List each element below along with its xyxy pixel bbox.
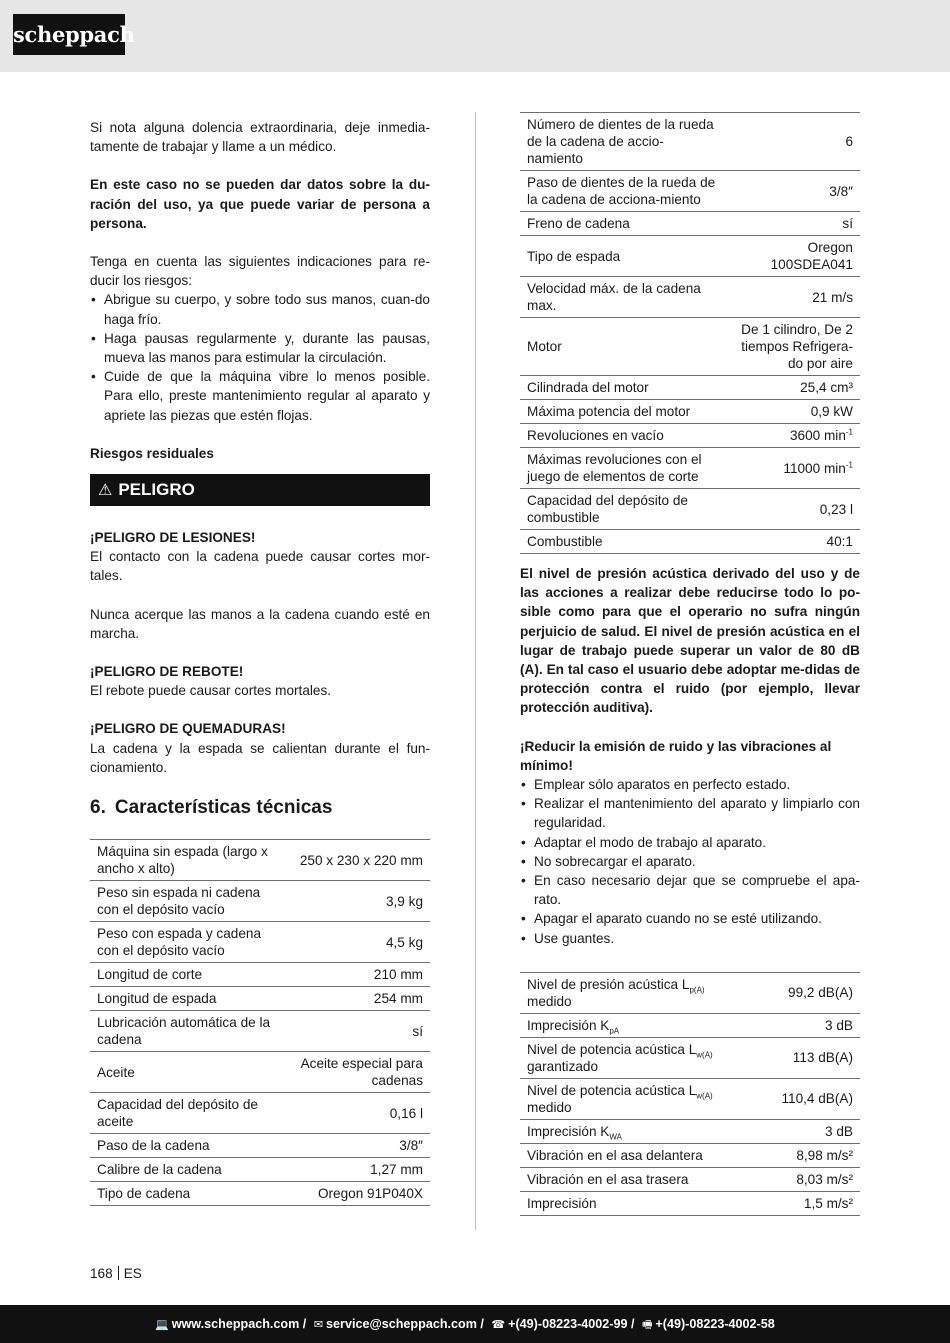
spec-value-text: Oregon 91P040X bbox=[317, 1186, 423, 1202]
noise-label-text: Nivel de presión acústica L bbox=[527, 976, 690, 992]
kickback-heading: ¡PELIGRO DE REBOTE! bbox=[90, 664, 244, 680]
burn-text: La cadena y la espada se calientan durante el fun-cionamiento. bbox=[90, 740, 430, 775]
spec-value-text: 0,23 l bbox=[819, 501, 853, 517]
table-row bbox=[520, 1078, 860, 1119]
computer-icon: 💻 bbox=[155, 1318, 169, 1331]
table-row bbox=[520, 1167, 860, 1191]
table-row bbox=[90, 1134, 430, 1158]
spec-value bbox=[724, 171, 860, 212]
table-row bbox=[520, 376, 860, 400]
page-number-value: 168 bbox=[90, 1266, 113, 1281]
spec-label: Capacidad del depósito de combustible bbox=[520, 489, 724, 530]
noise-label-suffix: medido bbox=[527, 993, 572, 1009]
table-row bbox=[520, 171, 860, 212]
noise-value: 8,98 m/s² bbox=[751, 1143, 860, 1167]
spec-value bbox=[287, 987, 430, 1011]
kickback-text: El rebote puede causar cortes mortales. bbox=[90, 683, 332, 699]
table-row bbox=[520, 448, 860, 489]
spec-value-text: 25,4 cm³ bbox=[800, 380, 853, 395]
noise-label bbox=[520, 972, 751, 1013]
table-row bbox=[520, 489, 860, 530]
spec-value bbox=[724, 400, 860, 424]
table-row bbox=[90, 922, 430, 963]
spec-label: Peso con espada y cadena con el depósito vacío bbox=[90, 922, 287, 963]
table-row bbox=[520, 1013, 860, 1037]
table-row bbox=[90, 881, 430, 922]
reduce-bullet-list bbox=[520, 775, 860, 948]
column-divider bbox=[475, 112, 476, 1230]
noise-label bbox=[520, 1078, 751, 1119]
noise-label bbox=[520, 1167, 751, 1191]
right-column bbox=[520, 112, 860, 1216]
list-item: • Adaptar el modo de trabajo al aparato. bbox=[520, 833, 860, 852]
spec-value bbox=[287, 963, 430, 987]
noise-label-suffix: medido bbox=[527, 1099, 572, 1115]
spec-label: Aceite bbox=[90, 1052, 287, 1093]
spec-label: Velocidad máx. de la cadena max. bbox=[520, 277, 724, 318]
spec-value bbox=[724, 212, 860, 236]
table-row bbox=[520, 277, 860, 318]
paragraph-duration-note: En este caso no se pueden dar datos sobre la du-ración del uso, ya que puede variar de persona a persona. bbox=[90, 177, 430, 231]
spec-value-text: 1,27 mm bbox=[370, 1162, 423, 1178]
spec-label: Máximas revoluciones con el juego de elementos de corte bbox=[520, 448, 724, 489]
spec-label: Tipo de espada bbox=[520, 236, 724, 277]
spec-value-text: sí bbox=[412, 1023, 423, 1039]
spec-value-text: De 1 cilindro, De 2 tiempos Refrigera-do por aire bbox=[741, 322, 853, 371]
list-item: • Haga pausas regularmente y, durante las pausas, mueva las manos para estimular la circulación. bbox=[90, 329, 430, 367]
noise-value: 113 dB(A) bbox=[751, 1037, 860, 1078]
spec-value-text: Oregon 100SDEA041 bbox=[770, 240, 853, 272]
list-item: • En caso necesario dejar que se compruebe el apa-rato. bbox=[520, 871, 860, 909]
spec-value-text: 4,5 kg bbox=[385, 934, 423, 950]
footer-phone: +(49)-08223-4002-99 / bbox=[508, 1317, 635, 1331]
danger-label: PELIGRO bbox=[118, 480, 195, 500]
spec-value-text: 3,9 kg bbox=[385, 893, 423, 909]
danger-banner bbox=[90, 474, 430, 506]
paragraph-complaint: Si nota alguna dolencia extraordinaria, deje inmedia-tamente de trabajar y llame a un médico. bbox=[90, 120, 430, 155]
spec-value bbox=[724, 376, 860, 400]
paragraph-risk-intro: Tenga en cuenta las siguientes indicaciones para re-ducir los riesgos: bbox=[90, 254, 430, 289]
warning-triangle-icon: ⚠ bbox=[98, 480, 113, 500]
table-row bbox=[90, 963, 430, 987]
spec-label: Número de dientes de la rueda de la cadena de accio-namiento bbox=[520, 113, 724, 171]
noise-label bbox=[520, 1013, 751, 1037]
noise-value: 3 dB bbox=[751, 1013, 860, 1037]
fax-icon: 🖷 bbox=[642, 1318, 653, 1331]
page-language: ES bbox=[123, 1266, 142, 1281]
table-row bbox=[520, 972, 860, 1013]
spec-value bbox=[287, 1182, 430, 1206]
list-item: • Use guantes. bbox=[520, 929, 860, 948]
spec-value-text: sí bbox=[842, 216, 853, 231]
section-heading bbox=[90, 797, 430, 819]
spec-value bbox=[287, 1134, 430, 1158]
section-title: Características técnicas bbox=[114, 797, 333, 819]
table-row bbox=[520, 1119, 860, 1143]
risk-bullet-list bbox=[90, 290, 430, 424]
spec-value bbox=[287, 881, 430, 922]
spec-label: Freno de cadena bbox=[520, 212, 724, 236]
spec-value bbox=[287, 1052, 430, 1093]
spec-label: Máquina sin espada (largo x ancho x alto) bbox=[90, 840, 287, 881]
spec-value-text: 3/8″ bbox=[399, 1138, 423, 1154]
noise-label bbox=[520, 1037, 751, 1078]
spec-value-text: 3600 min bbox=[789, 428, 846, 443]
footer-email[interactable]: service@scheppach.com / bbox=[326, 1317, 484, 1331]
spec-value-text: 250 x 230 x 220 mm bbox=[299, 852, 423, 868]
spec-label: Paso de dientes de la rueda de la cadena de acciona-miento bbox=[520, 171, 724, 212]
table-row bbox=[520, 530, 860, 554]
spec-label: Combustible bbox=[520, 530, 724, 554]
table-row bbox=[90, 840, 430, 881]
spec-value-text: 254 mm bbox=[373, 991, 423, 1007]
spec-value bbox=[724, 236, 860, 277]
list-item: • Realizar el mantenimiento del aparato y limpiarlo con regularidad. bbox=[520, 794, 860, 832]
spec-label: Tipo de cadena bbox=[90, 1182, 287, 1206]
noise-label bbox=[520, 1143, 751, 1167]
noise-level-note: El nivel de presión acústica derivado del uso y de las acciones a realizar debe reducirse todo lo po-sible como para que el operario no sufra ningún perjuicio de salud. El nivel de presión acústica en el lugar de trabajo puede superar un valor de 80 dB (A). En tal caso el usuario debe adoptar me-didas de protección contra el ruido (por ejemplo, llevar protección auditiva). bbox=[520, 566, 860, 716]
table-row bbox=[520, 318, 860, 376]
noise-label-text: Vibración en el asa trasera bbox=[527, 1171, 689, 1187]
noise-label-subscript: w(A) bbox=[696, 1091, 713, 1101]
spec-value bbox=[724, 424, 860, 448]
spec-label: Motor bbox=[520, 318, 724, 376]
noise-label-suffix: garantizado bbox=[527, 1058, 599, 1074]
scheppach-logo: scheppach bbox=[13, 14, 125, 55]
list-item: • Abrigue su cuerpo, y sobre todo sus manos, cuan-do haga frío. bbox=[90, 290, 430, 328]
spec-value bbox=[287, 922, 430, 963]
table-row bbox=[520, 212, 860, 236]
table-row bbox=[90, 1158, 430, 1182]
spec-label: Longitud de corte bbox=[90, 963, 287, 987]
table-row bbox=[520, 1037, 860, 1078]
noise-label-subscript: p(A) bbox=[689, 985, 705, 995]
burn-heading: ¡PELIGRO DE QUEMADURAS! bbox=[90, 721, 286, 737]
table-row bbox=[520, 1191, 860, 1215]
spec-value bbox=[724, 530, 860, 554]
spec-label: Revoluciones en vacío bbox=[520, 424, 724, 448]
injury-heading: ¡PELIGRO DE LESIONES! bbox=[90, 530, 256, 546]
noise-label bbox=[520, 1119, 751, 1143]
spec-value-text: 6 bbox=[845, 134, 853, 149]
spec-value bbox=[287, 1093, 430, 1134]
noise-label-text: Nivel de potencia acústica L bbox=[527, 1041, 697, 1057]
spec-label: Calibre de la cadena bbox=[90, 1158, 287, 1182]
noise-value: 110,4 dB(A) bbox=[751, 1078, 860, 1119]
noise-value: 99,2 dB(A) bbox=[751, 972, 860, 1013]
list-item: • No sobrecargar el aparato. bbox=[520, 852, 860, 871]
hands-warning-text: Nunca acerque las manos a la cadena cuando esté en marcha. bbox=[90, 606, 430, 641]
page-footer bbox=[0, 1305, 950, 1343]
spec-label: Capacidad del depósito de aceite bbox=[90, 1093, 287, 1134]
mail-icon: ✉ bbox=[313, 1318, 324, 1331]
spec-value-text: 3/8″ bbox=[829, 183, 853, 199]
noise-label bbox=[520, 1191, 751, 1215]
noise-label-subscript: WA bbox=[609, 1132, 622, 1142]
spec-label: Máxima potencia del motor bbox=[520, 400, 724, 424]
spec-value bbox=[724, 318, 860, 376]
spec-value-text: 21 m/s bbox=[812, 289, 853, 305]
injury-text: El contacto con la cadena puede causar cortes mor-tales. bbox=[90, 549, 430, 584]
spec-value-exponent: -1 bbox=[845, 459, 853, 469]
noise-label-text: Nivel de potencia acústica L bbox=[527, 1082, 697, 1098]
noise-value: 8,03 m/s² bbox=[751, 1167, 860, 1191]
list-item: • Emplear sólo aparatos en perfecto estado. bbox=[520, 775, 860, 794]
left-column bbox=[90, 118, 430, 1206]
spec-table-left bbox=[90, 839, 430, 1206]
spec-value bbox=[724, 448, 860, 489]
footer-fax: +(49)-08223-4002-58 bbox=[655, 1317, 775, 1331]
spec-value-text: 210 mm bbox=[373, 967, 423, 983]
noise-value: 3 dB bbox=[751, 1119, 860, 1143]
noise-label-text: Imprecisión bbox=[527, 1195, 597, 1211]
spec-label: Cilindrada del motor bbox=[520, 376, 724, 400]
table-row bbox=[520, 424, 860, 448]
noise-label-subscript: pA bbox=[609, 1026, 620, 1036]
noise-label-text: Vibración en el asa delantera bbox=[527, 1147, 703, 1163]
residual-risks-heading: Riesgos residuales bbox=[90, 445, 214, 461]
table-row bbox=[90, 1011, 430, 1052]
spec-value bbox=[724, 277, 860, 318]
noise-value: 1,5 m/s² bbox=[751, 1191, 860, 1215]
table-row bbox=[90, 1052, 430, 1093]
spec-value-text: 0,16 l bbox=[389, 1105, 423, 1121]
spec-value bbox=[287, 840, 430, 881]
spec-label: Lubricación automática de la cadena bbox=[90, 1011, 287, 1052]
spec-value bbox=[287, 1011, 430, 1052]
reduce-emission-heading: ¡Reducir la emisión de ruido y las vibraciones al mínimo! bbox=[520, 738, 832, 773]
section-number: 6. bbox=[90, 797, 106, 819]
noise-label-text: Imprecisión K bbox=[527, 1123, 610, 1139]
spec-value bbox=[287, 1158, 430, 1182]
footer-website[interactable]: www.scheppach.com / bbox=[171, 1317, 307, 1331]
spec-value bbox=[724, 113, 860, 171]
spec-table-right bbox=[520, 112, 860, 554]
spec-label: Paso de la cadena bbox=[90, 1134, 287, 1158]
spec-label: Longitud de espada bbox=[90, 987, 287, 1011]
table-row bbox=[520, 1143, 860, 1167]
spec-value-text: 0,9 kW bbox=[810, 404, 853, 419]
spec-value bbox=[724, 489, 860, 530]
noise-label-subscript: w(A) bbox=[696, 1050, 713, 1060]
noise-vibration-table bbox=[520, 972, 860, 1216]
table-row bbox=[520, 113, 860, 171]
spec-value-text: Aceite especial para cadenas bbox=[300, 1056, 423, 1089]
list-item: • Apagar el aparato cuando no se esté utilizando. bbox=[520, 909, 860, 928]
page-header bbox=[0, 0, 950, 72]
table-row bbox=[520, 236, 860, 277]
table-row bbox=[90, 1093, 430, 1134]
phone-icon: ☎ bbox=[491, 1318, 506, 1331]
table-row bbox=[90, 1182, 430, 1206]
page-number bbox=[90, 1264, 142, 1283]
spec-label: Peso sin espada ni cadena con el depósito vacío bbox=[90, 881, 287, 922]
spec-value-text: 11000 min bbox=[783, 460, 846, 476]
spec-value-text: 40:1 bbox=[826, 534, 853, 549]
table-row bbox=[90, 987, 430, 1011]
noise-label-text: Imprecisión K bbox=[527, 1017, 610, 1033]
list-item: • Cuide de que la máquina vibre lo menos posible. Para ello, preste mantenimiento regular al aparato y apriete las piezas que estén flojas. bbox=[90, 367, 430, 425]
table-row bbox=[520, 400, 860, 424]
spec-value-exponent: -1 bbox=[845, 427, 853, 437]
